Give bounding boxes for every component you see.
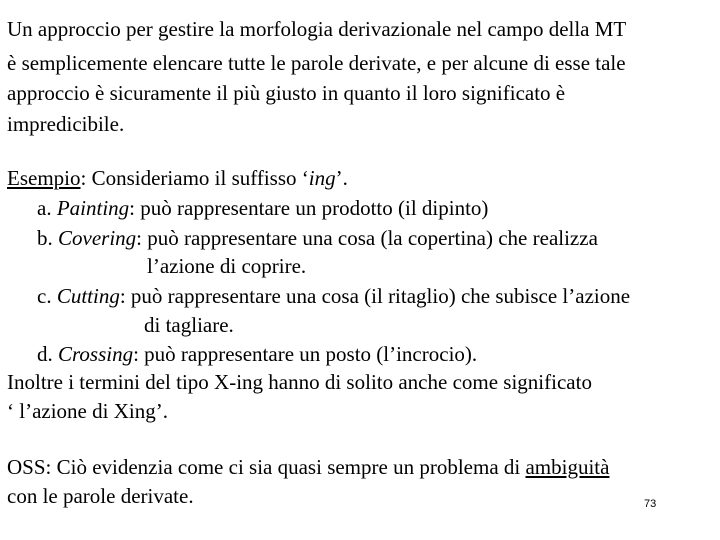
example-close: ’.: [335, 166, 348, 190]
example-more-line-2: ‘ l’azione di Xing’.: [7, 399, 168, 423]
oss-line-2: con le parole derivate.: [7, 484, 194, 508]
example-item-c: [37, 284, 630, 308]
intro-line-1: Un approccio per gestire la morfologia derivazionale nel campo della MT: [7, 17, 627, 41]
item-marker: a.: [37, 196, 57, 220]
intro-line-2: è semplicemente elencare tutte le parole derivate, e per alcune di esse tale: [7, 51, 626, 75]
item-text: : può rappresentare una cosa (il ritaglio) che subisce l’azione: [119, 284, 631, 308]
item-marker: c.: [37, 284, 57, 308]
example-item-b-continuation: l’azione di coprire.: [147, 254, 307, 278]
example-item-d: [37, 342, 477, 366]
example-more-line-1: Inoltre i termini del tipo X-ing hanno di solito anche come significato: [7, 370, 592, 394]
item-text: : può rappresentare un prodotto (il dipinto): [129, 196, 489, 220]
oss-prefix: OSS: Ciò evidenzia come ci sia quasi sempre un problema di: [7, 455, 526, 479]
example-suffix: ing: [308, 166, 336, 190]
intro-line-3: approccio è sicuramente il più giusto in quanto il loro significato è: [7, 81, 566, 105]
example-item-b: [37, 226, 598, 250]
intro-line-4: impredicibile.: [7, 112, 125, 136]
item-word: Crossing: [58, 342, 134, 366]
item-word: Cutting: [56, 284, 120, 308]
item-text: : può rappresentare una cosa (la copertina) che realizza: [136, 226, 598, 250]
page-number: 73: [644, 498, 657, 510]
item-marker: b.: [37, 226, 58, 250]
example-heading: [7, 166, 348, 190]
example-item-a: [37, 196, 488, 220]
item-word: Painting: [56, 196, 130, 220]
oss-ambiguity: ambiguità: [525, 455, 610, 479]
example-label: Esempio: [7, 166, 81, 190]
item-word: Covering: [58, 226, 137, 250]
example-intro-text: : Consideriamo il suffisso ‘: [80, 166, 309, 190]
example-item-c-continuation: di tagliare.: [144, 313, 234, 337]
oss-line-1: [7, 455, 609, 479]
item-text: : può rappresentare un posto (l’incrocio).: [133, 342, 478, 366]
item-marker: d.: [37, 342, 58, 366]
